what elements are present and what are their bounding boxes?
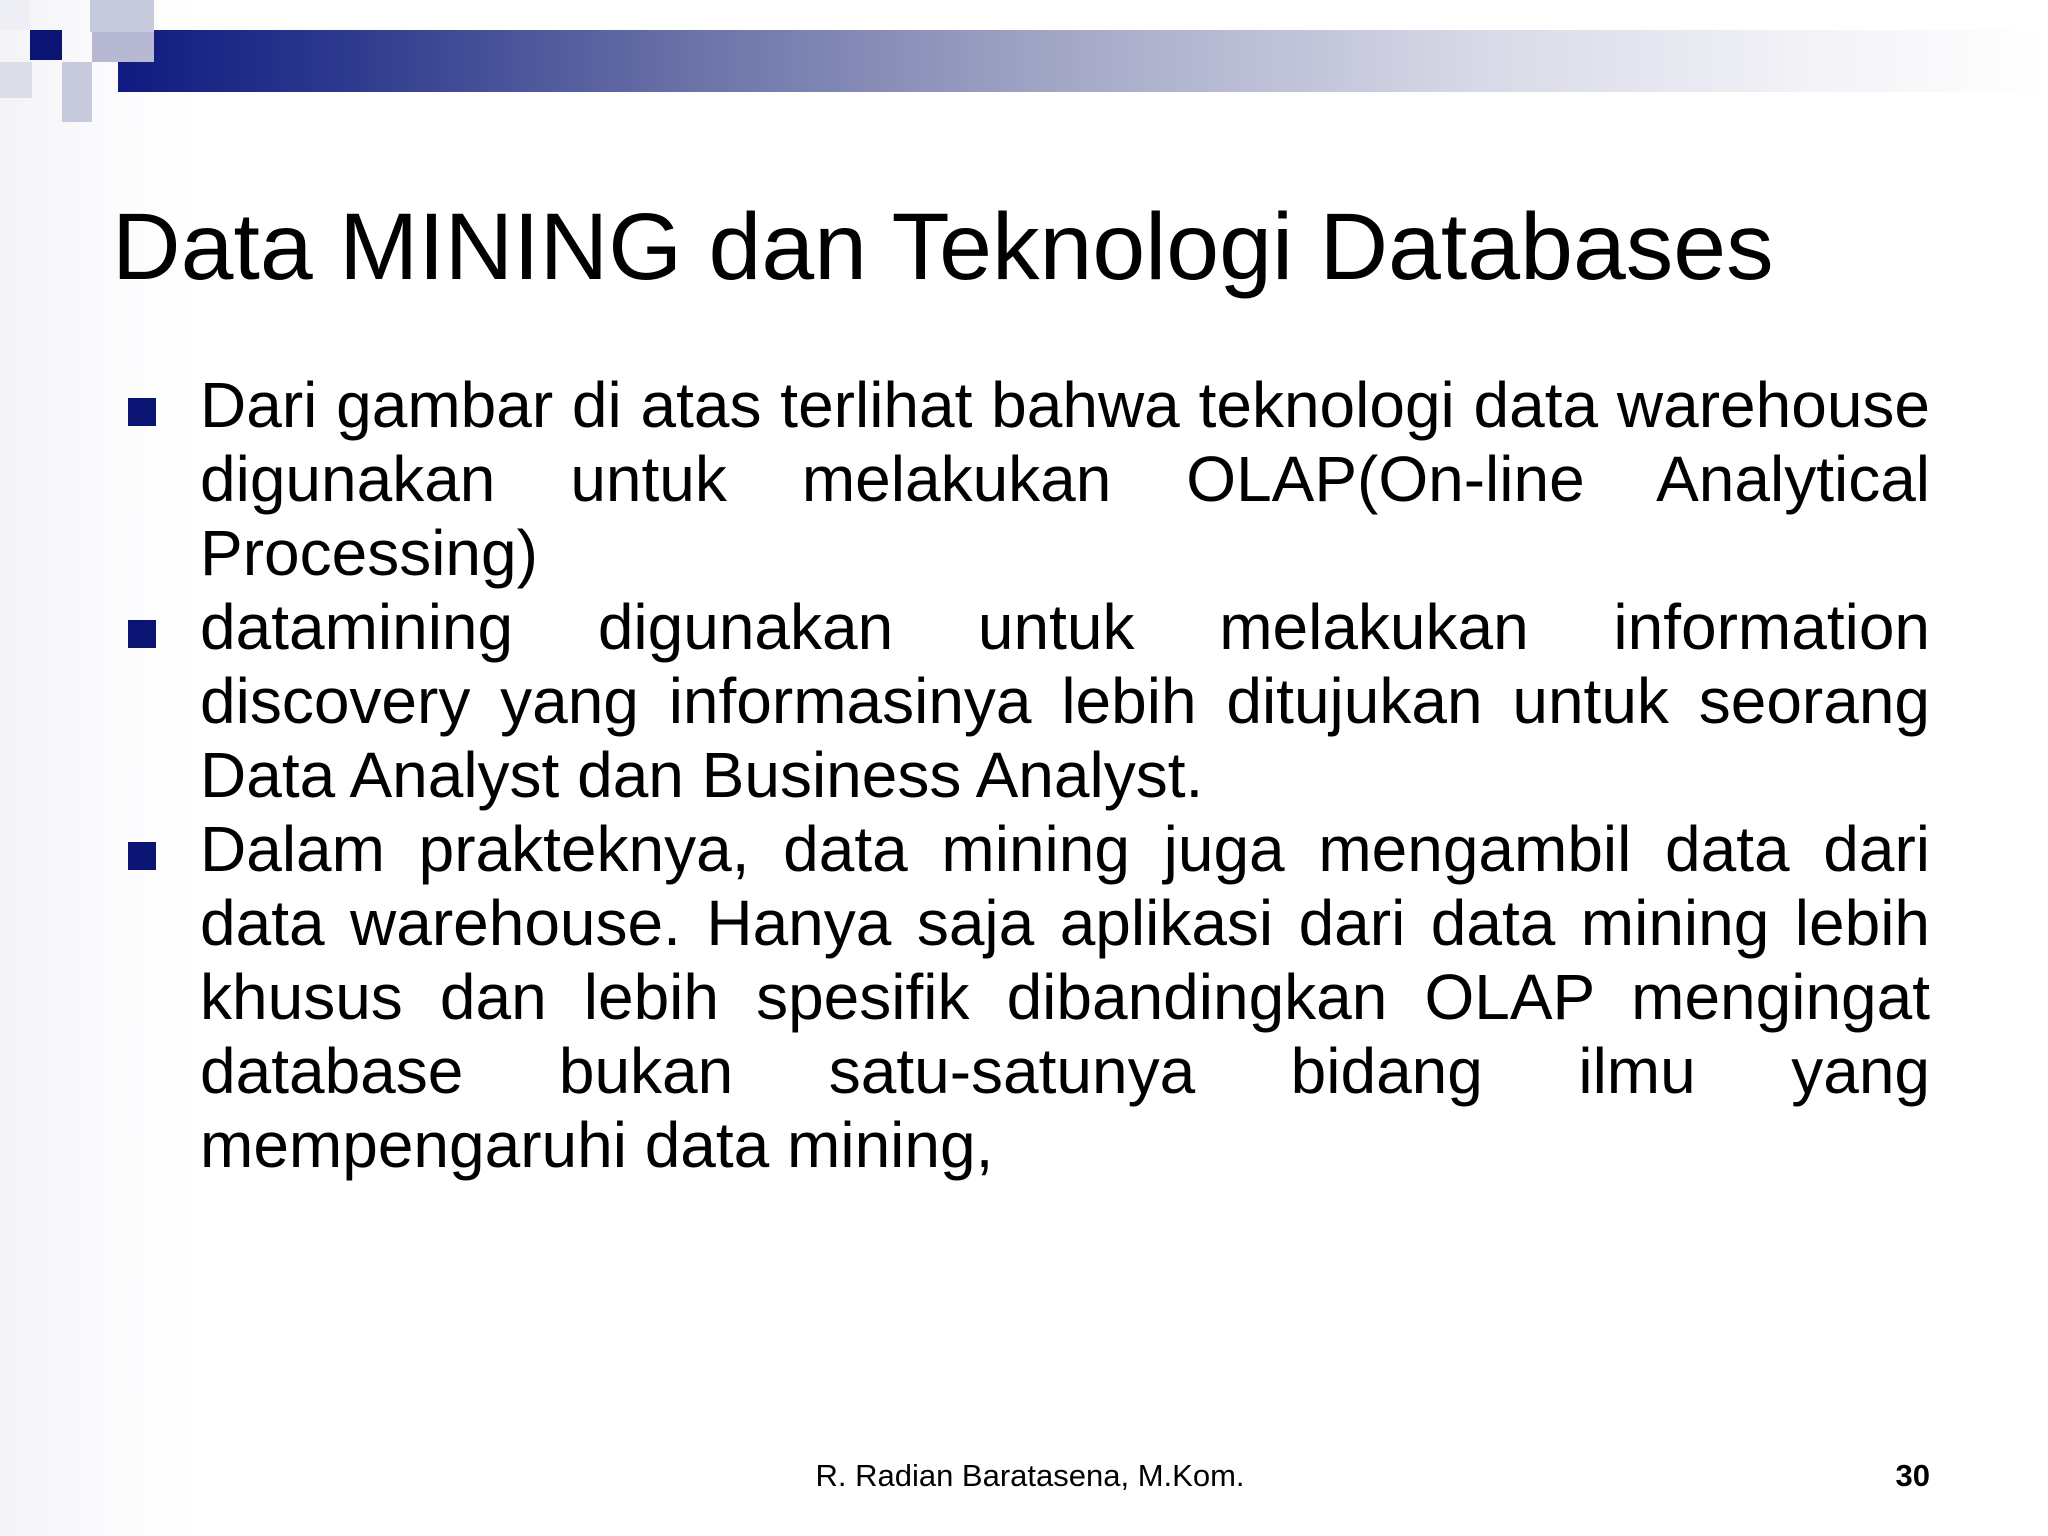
- square-bullet-icon: [128, 398, 156, 426]
- page-number: 30: [1895, 1458, 1930, 1493]
- decor-square: [0, 62, 32, 98]
- decor-square-dark: [30, 30, 62, 60]
- decor-square: [90, 0, 154, 32]
- square-bullet-icon: [128, 842, 156, 870]
- header-gradient-band: [118, 30, 2048, 92]
- bullet-text: Dalam prakteknya, data mining juga mengambil data dari data warehouse. Hanya saja aplikasi dari data mining lebih khusus dan lebih spesifik dibandingkan OLAP mengingat database bukan satu-satunya bidang ilmu yang mempengaruhi data mining,: [200, 813, 1930, 1181]
- bullet-item: [200, 590, 1930, 812]
- decor-square: [62, 98, 92, 122]
- decor-square: [0, 0, 30, 30]
- bullet-text: Dari gambar di atas terlihat bahwa teknologi data warehouse digunakan untuk melakukan OLAP(On-line Analytical Processing): [200, 369, 1930, 589]
- decor-square: [92, 32, 154, 62]
- bullet-item: [200, 368, 1930, 590]
- bullet-text: datamining digunakan untuk melakukan information discovery yang informasinya lebih ditujukan untuk seorang Data Analyst dan Business Analyst.: [200, 591, 1930, 811]
- decor-square: [62, 62, 92, 98]
- bullet-item: [200, 812, 1930, 1182]
- slide-title: Data MINING dan Teknologi Databases: [112, 194, 1774, 300]
- square-bullet-icon: [128, 620, 156, 648]
- footer-author: R. Radian Baratasena, M.Kom.: [815, 1458, 1245, 1493]
- bullet-list: [200, 368, 1930, 1182]
